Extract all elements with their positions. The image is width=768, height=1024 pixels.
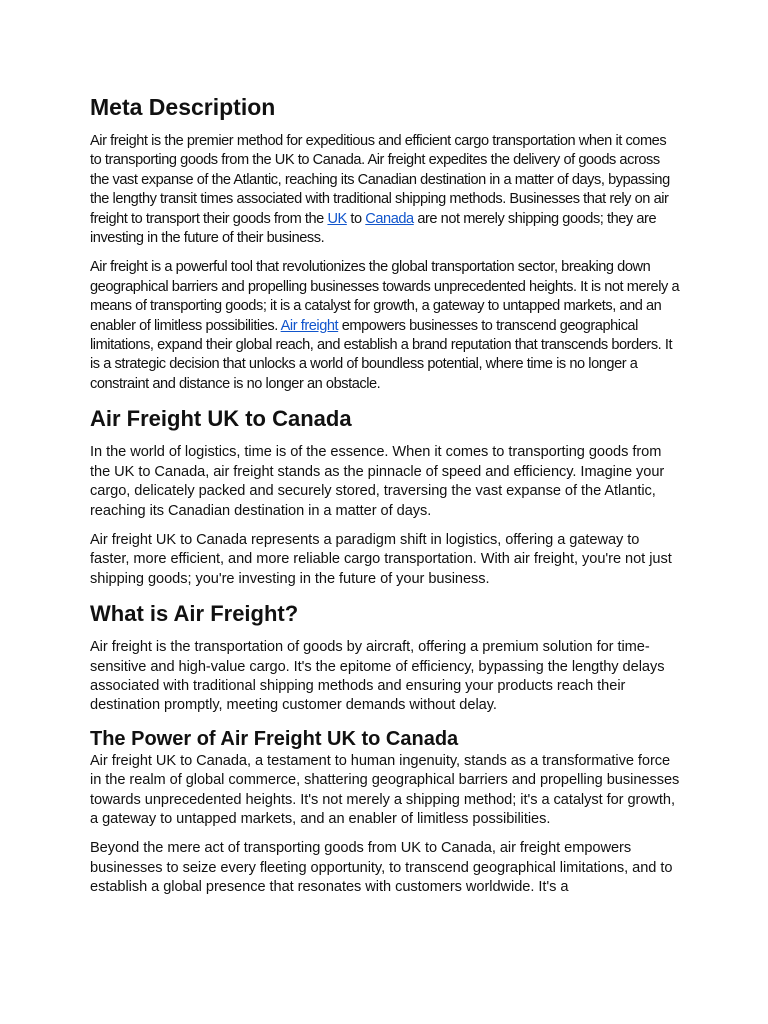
document-content: [90, 92, 680, 908]
section-heading-air-freight-uk-to-canada: Air Freight UK to Canada: [90, 406, 352, 432]
link-uk[interactable]: UK: [327, 210, 347, 227]
paragraph-text: Air freight is a powerful tool that revolutionizes the global transportation sector, breaking down geographical barriers and propelling businesses towards unprecedented heights. It is not merely a means of transporting goods; it is a catalyst for growth, a gateway to untapped markets, and an enabler of limitless possibilities.: [90, 259, 680, 334]
paragraph-text: Air freight is the premier method for expeditious and efficient cargo transportation when it comes to transporting goods from the UK to Canada. Air freight expedites the delivery of goods across the vast expanse of the Atlantic, reaching its Canadian destination in a matter of days, bypassing the lengthy transit times associated with traditional shipping methods. Businesses that rely on air freight to transport their goods from the: [90, 133, 670, 227]
link-canada[interactable]: Canada: [365, 210, 414, 227]
paragraph: In the world of logistics, time is of the essence. When it comes to transporting goods from the UK to Canada, air freight stands as the pinnacle of speed and efficiency. Imagine your cargo, delicately packed and securely stored, traversing the vast expanse of the Atlantic, reaching its Canadian destination in a matter of days.: [90, 444, 665, 519]
paragraph-text: empowers businesses to transcend geographical limitations, expand their global reach, and establish a brand reputation that transcends borders. It is a strategic decision that unlocks a world of boundless potential, where time is no longer a constraint and distance is no longer an obstacle.: [90, 317, 673, 392]
paragraph-text: to: [346, 210, 366, 227]
paragraph: Air freight UK to Canada, a testament to human ingenuity, stands as a transformative force in the realm of global commerce, shattering geographical barriers and propelling businesses towards unprecedented heights. It's not merely a shipping method; it's a catalyst for growth, a gateway to untapped markets, and an enabler of limitless possibilities.: [90, 752, 680, 827]
paragraph: Beyond the mere act of transporting goods from UK to Canada, air freight empowers businesses to seize every fleeting opportunity, to transcend geographical limitations, and to establish a global presence that resonates with customers worldwide. It's a: [90, 840, 673, 896]
paragraph: [90, 258, 680, 394]
paragraph: Air freight is the transportation of goods by aircraft, offering a premium solution for time-sensitive and high-value cargo. It's the epitome of efficiency, bypassing the lengthy delays associated with traditional shipping methods and ensuring your products reach their destination promptly, meeting customer demands without delay.: [90, 639, 665, 714]
section-heading-power-of-air-freight: The Power of Air Freight UK to Canada: [90, 727, 459, 750]
paragraph: [90, 132, 680, 248]
link-air-freight[interactable]: Air freight: [280, 317, 339, 334]
paragraph-text: are not merely shipping goods; they are investing in the future of their business.: [90, 210, 657, 247]
section-heading-what-is-air-freight: What is Air Freight?: [90, 601, 299, 627]
section-heading-meta-description: Meta Description: [90, 94, 276, 120]
paragraph: Air freight UK to Canada represents a paradigm shift in logistics, offering a gateway to faster, more efficient, and more reliable cargo transportation. With air freight, you're not just shipping goods; you're investing in the future of your business.: [90, 531, 672, 587]
